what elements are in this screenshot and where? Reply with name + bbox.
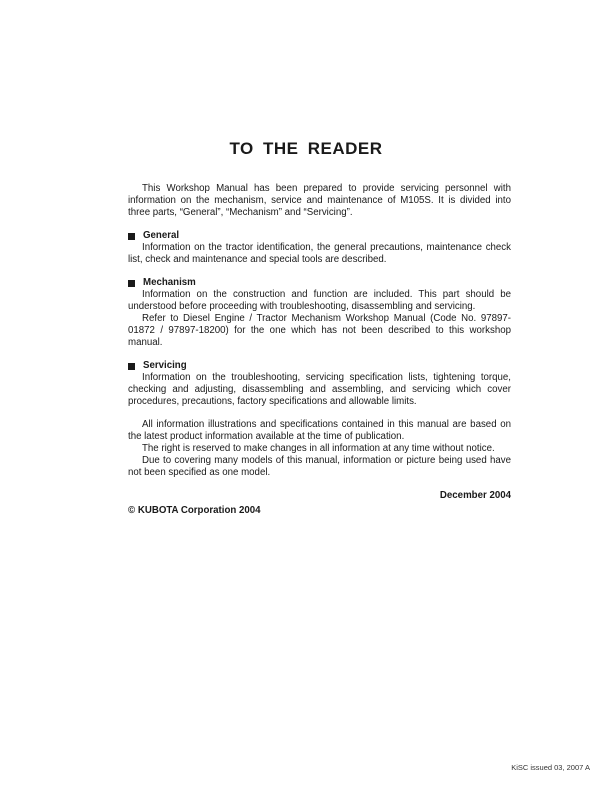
reader-notice-body [128,183,511,517]
section-paragraph: Information on the troubleshooting, servicing specification lists, tightening torque, checking and adjusting, disassembling and assembling, and servicing which cover procedures, precautions, factory specifications and allowable limits. [128,372,511,407]
square-bullet-icon [128,233,135,240]
section-paragraph: Information on the tractor identification, the general precautions, maintenance check list, check and maintenance and special tools are described. [128,242,511,265]
section-paragraph: Information on the construction and function are included. This part should be understood before proceeding with troubleshooting, disassembling and servicing. [128,289,511,312]
copyright-notice: © KUBOTA Corporation 2004 [128,505,261,516]
section-servicing [128,360,511,408]
section-heading [128,277,511,289]
square-bullet-icon [128,280,135,287]
note-paragraph: Due to covering many models of this manual, information or picture being used have not been specified as one model. [128,455,511,478]
section-paragraph: Refer to Diesel Engine / Tractor Mechanism Workshop Manual (Code No. 97897-01872 / 97897-18200) for the one which has not been described to this workshop manual. [128,313,511,348]
section-heading [128,230,511,242]
section-general [128,230,511,266]
section-heading [128,360,511,372]
section-heading-label: Mechanism [143,277,196,288]
section-heading-label: General [143,230,180,241]
page-title: TO THE READER [229,139,383,158]
note-paragraph: The right is reserved to make changes in all information at any time without notice. [142,443,495,454]
section-mechanism [128,277,511,349]
issue-footer: KiSC issued 03, 2007 A [511,763,590,772]
section-heading-label: Servicing [143,360,187,371]
publication-date: December 2004 [439,490,511,501]
intro-paragraph: This Workshop Manual has been prepared to provide servicing personnel with information on the mechanism, service and maintenance of M105S. It is divided into three parts, “General”, “Mechanism” and “Servicing”. [128,183,511,218]
note-paragraph: All information illustrations and specifications contained in this manual are based on the latest product information available at the time of publication. [128,419,511,442]
square-bullet-icon [128,363,135,370]
